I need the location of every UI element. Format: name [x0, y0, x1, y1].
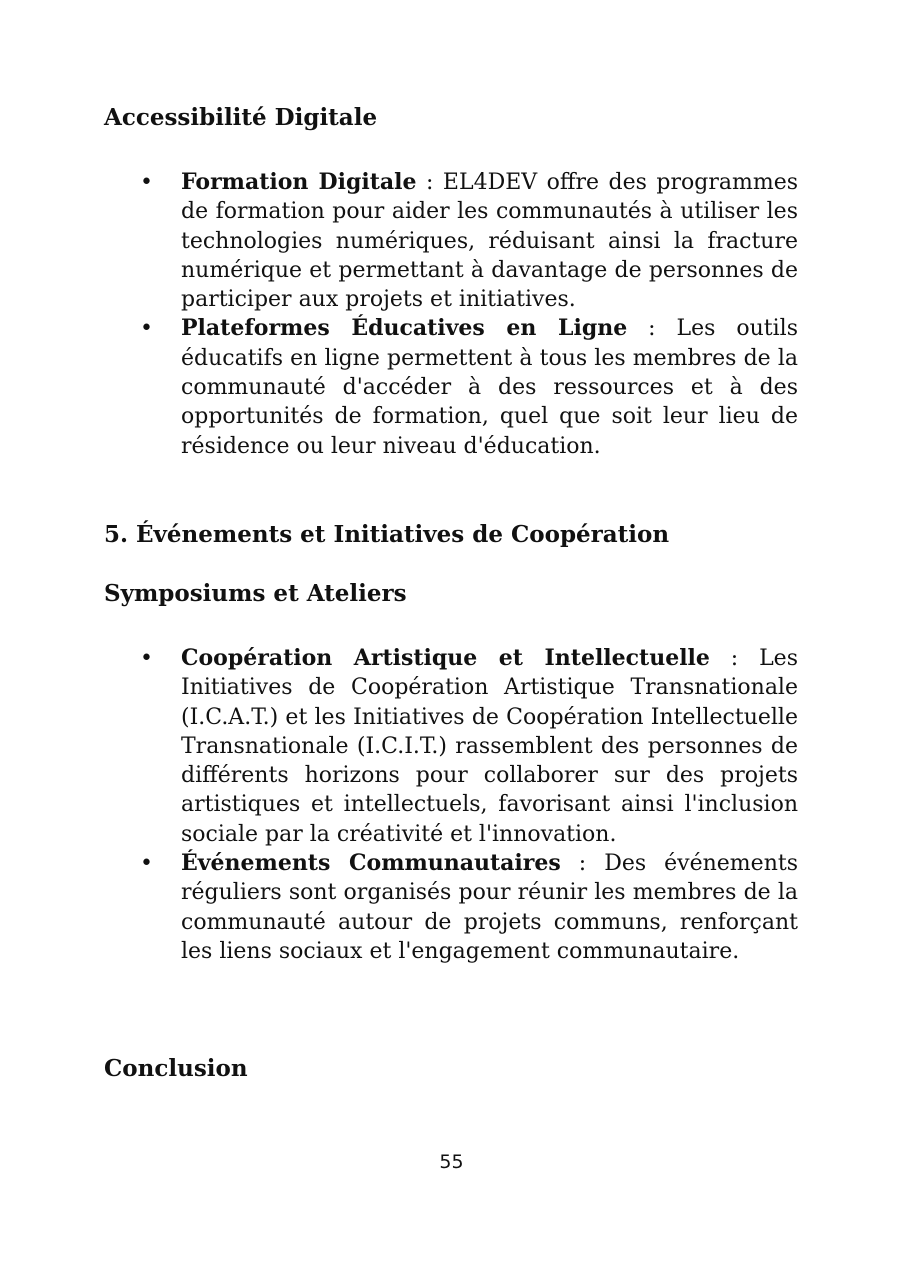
heading-symposiums: Symposiums et Ateliers	[104, 580, 407, 607]
item-paragraph	[181, 644, 798, 849]
item-text: : Les Initiatives de Coopération Artistique Transnationale (I.C.A.T.) et les Initiatives de Coopération Intellectuelle Transnationale (I.C.I.T.) rassemblent des personnes de différents horizons pour collaborer sur des projets artistiques et intellectuels, favorisant ainsi l'inclusion sociale par la créativité et l'innovation.	[181, 646, 798, 847]
item-paragraph	[181, 314, 798, 460]
item-term: Événements Communautaires	[181, 850, 561, 877]
list-item	[104, 168, 798, 314]
heading-conclusion: Conclusion	[104, 1055, 248, 1082]
item-term: Plateformes Éducatives en Ligne	[181, 315, 628, 342]
bullet: •	[140, 646, 153, 671]
bullet: •	[140, 316, 153, 342]
list-item	[104, 644, 798, 849]
item-text: : Les outils éducatifs en ligne permettent à tous les membres de la communauté d'accéder à des ressources et à des opportunités de formation, quel que soit leur lieu de résidence ou leur niveau d'éducation.	[181, 316, 798, 459]
symposiums-list	[104, 644, 798, 966]
heading-evenements: 5. Événements et Initiatives de Coopération	[104, 521, 670, 548]
item-term: Formation Digitale	[181, 169, 417, 195]
list-item	[104, 849, 798, 966]
accessibility-list	[104, 168, 798, 461]
heading-accessibilite-digitale: Accessibilité Digitale	[104, 104, 378, 131]
item-paragraph	[181, 849, 798, 966]
bullet: •	[140, 851, 153, 877]
item-term: Coopération Artistique et Intellectuelle	[181, 645, 710, 671]
item-text: : Des événements réguliers sont organisés pour réunir les membres de la communauté autour de projets communs, renforçant les liens sociaux et l'engagement communautaire.	[181, 851, 798, 964]
item-text: : EL4DEV offre des programmes de formation pour aider les communautés à utiliser les technologies numériques, réduisant ainsi la fracture numérique et permettant à davantage de personnes de participer aux projets et initiatives.	[181, 170, 799, 313]
item-paragraph	[181, 168, 798, 314]
page-number: 55	[439, 1151, 464, 1173]
bullet: •	[140, 170, 153, 195]
list-item	[104, 314, 798, 460]
